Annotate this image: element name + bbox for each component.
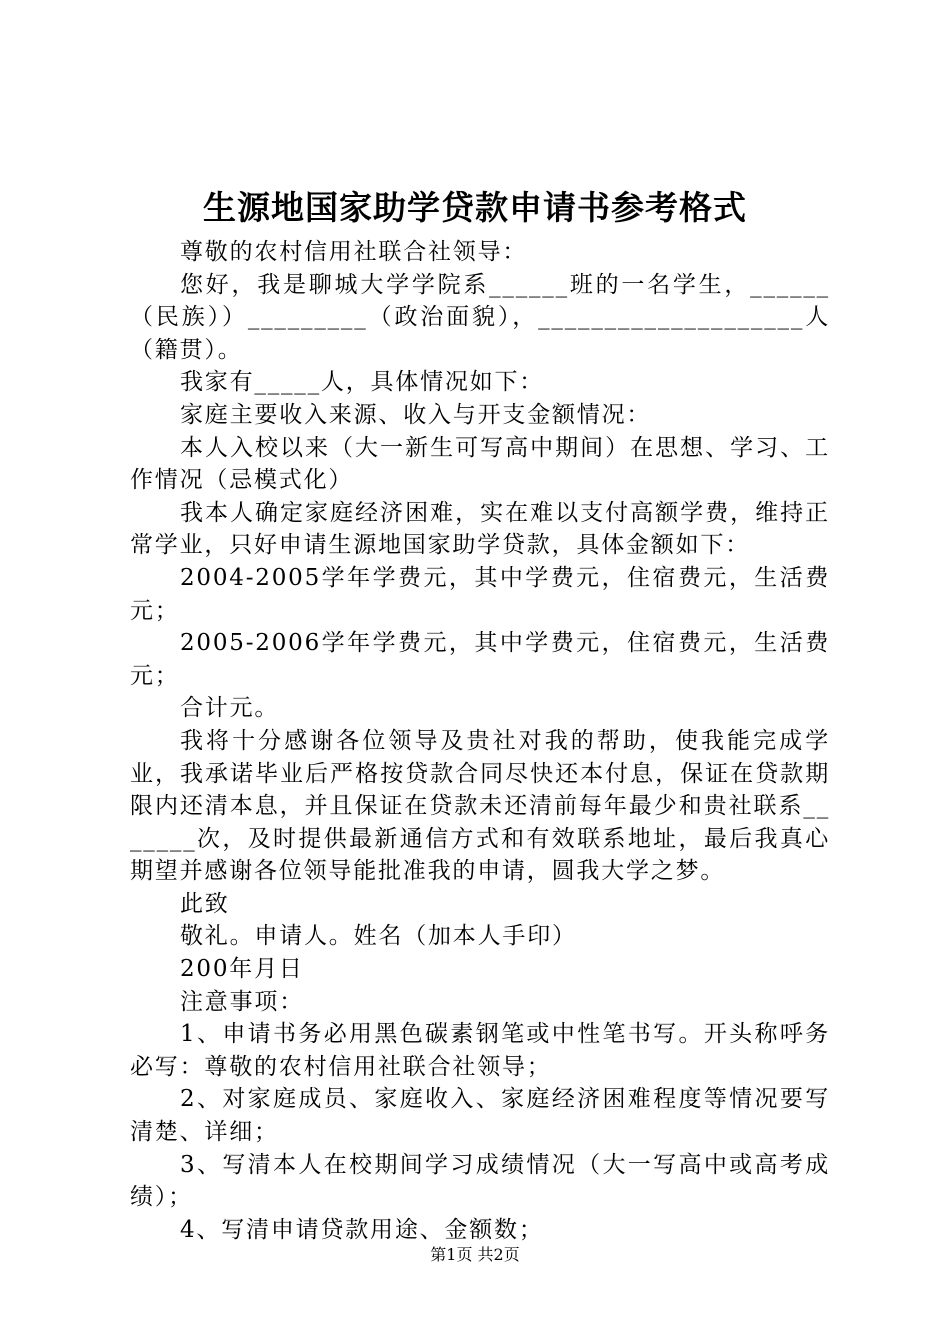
document-title: 生源地国家助学贷款申请书参考格式 xyxy=(203,188,747,227)
paragraph-notes-heading: 注意事项： xyxy=(180,988,304,1015)
paragraph-loan-request: 我本人确定家庭经济困难，实在难以支付高额学费，维持正常学业，只好申请生源地国家助学贷款，具体金额如下： xyxy=(130,499,830,559)
page-indicator: 第1页 共2页 xyxy=(430,1245,520,1264)
paragraph-amount-2005-2006: 2005-2006学年学费元，其中学费元，住宿费元，生活费元； xyxy=(130,630,830,689)
paragraph-note-4: 4、写清申请贷款用途、金额数； xyxy=(180,1216,544,1243)
paragraph-date: 200年月日 xyxy=(180,956,304,983)
document-body xyxy=(130,236,830,1246)
paragraph-note-1: 1、申请书务必用黑色碳素钢笔或中性笔书写。开头称呼务必写：尊敬的农村信用社联合社领导； xyxy=(130,1021,830,1080)
paragraph-family-size: 我家有_____人，具体情况如下： xyxy=(180,369,545,396)
paragraph-closing: 此致 xyxy=(180,890,230,917)
paragraph-note-3: 3、写清本人在校期间学习成绩情况（大一写高中或高考成绩）； xyxy=(130,1151,830,1211)
paragraph-amount-2004-2005: 2004-2005学年学费元，其中学费元，住宿费元，生活费元； xyxy=(130,564,830,624)
paragraph-commitment: 我将十分感谢各位领导及贵社对我的帮助，使我能完成学业，我承诺毕业后严格按贷款合同尽快还本付息，保证在贷款期限内还清本息，并且保证在贷款未还清前每年最少和贵社联系_______次，及时提供最新通信方式和有效联系地址，最后我真心期望并感谢各位领导能批准我的申请，圆我大学之梦。 xyxy=(130,727,830,885)
paragraph-family-income: 家庭主要收入来源、收入与开支金额情况： xyxy=(180,401,652,428)
paragraph-note-2: 2、对家庭成员、家庭收入、家庭经济困难程度等情况要写清楚、详细； xyxy=(130,1086,830,1146)
paragraph-introduction: 您好，我是聊城大学学院系______班的一名学生，______（民族））_________（政治面貌），____________________人（籍贯）。 xyxy=(130,271,830,363)
paragraph-salutation: 尊敬的农村信用社联合社领导： xyxy=(180,239,528,265)
paragraph-personal-performance: 本人入校以来（大一新生可写高中期间）在思想、学习、工作情况（忌模式化） xyxy=(130,434,830,494)
paragraph-signature: 敬礼。申请人。姓名（加本人手印） xyxy=(180,923,577,950)
paragraph-total: 合计元。 xyxy=(180,695,280,722)
